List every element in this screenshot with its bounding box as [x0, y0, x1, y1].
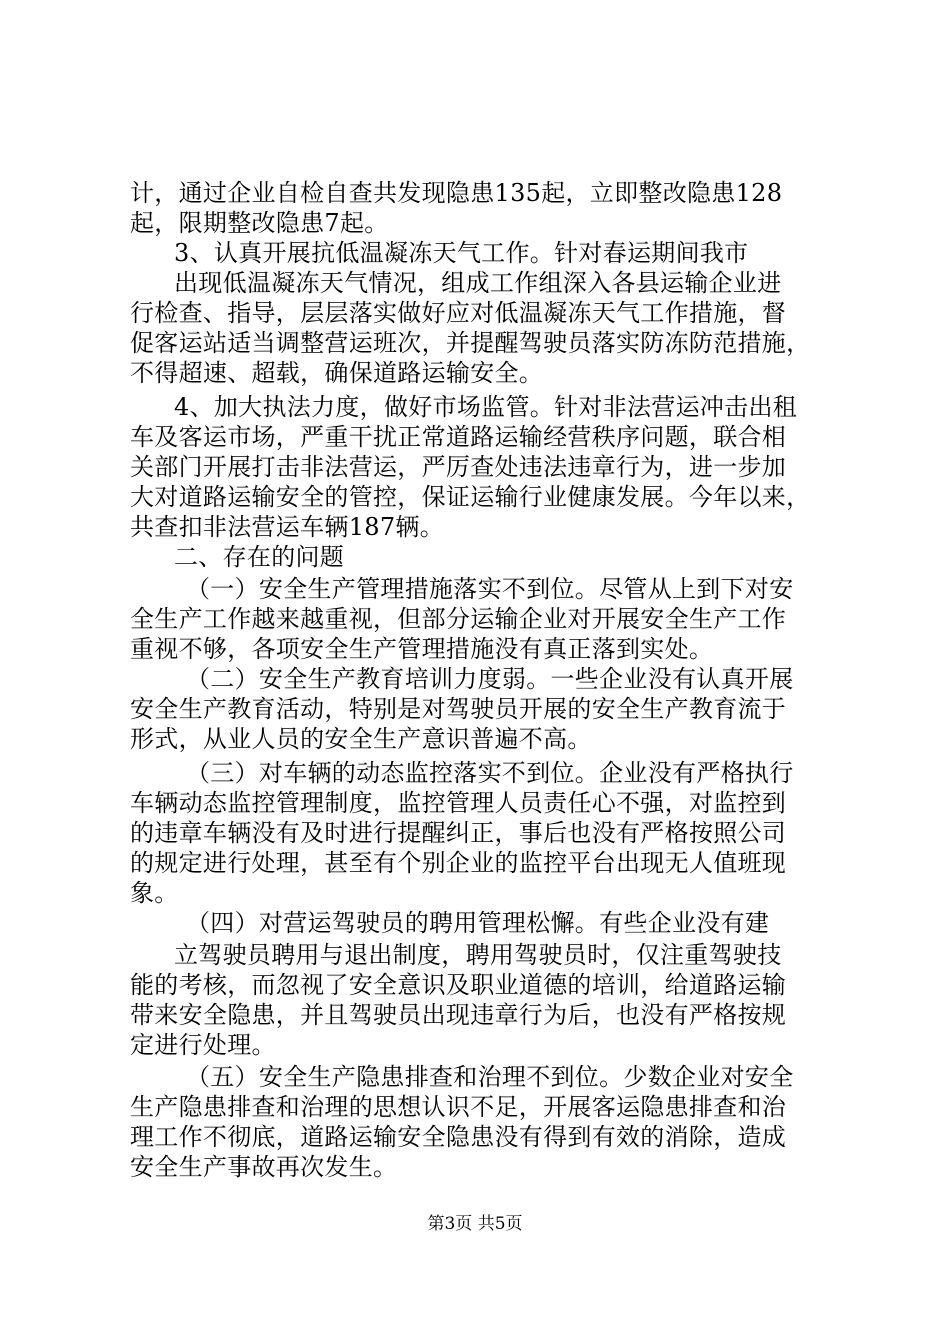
text-line: 大对道路运输安全的管控，保证运输行业健康发展。今年以来，	[130, 483, 811, 511]
text-line: 立驾驶员聘用与退出制度，聘用驾驶员时，仅注重驾驶技	[174, 941, 782, 969]
text-line: （一）安全生产管理措施落实不到位。尽管从上到下对安	[186, 575, 794, 603]
text-line: 全生产工作越来越重视，但部分运输企业对开展安全生产工作	[130, 605, 787, 633]
text-line: 不得超速、超载，确保道路运输安全。	[130, 359, 544, 387]
text-line: 安全生产事故再次发生。	[130, 1153, 398, 1181]
text-line: 促客运站适当调整营运班次，并提醒驾驶员落实防冻防范措施，	[130, 329, 811, 357]
text-line: （三）对车辆的动态监控落实不到位。企业没有严格执行	[186, 759, 794, 787]
text-line: 的规定进行处理，甚至有个别企业的监控平台出现无人值班现	[130, 849, 787, 877]
text-line: 能的考核，而忽视了安全意识及职业道德的培训，给道路运输	[130, 971, 787, 999]
text-line: 计，通过企业自检自查共发现隐患135起，立即整改隐患128	[130, 179, 783, 207]
section-heading: 二、存在的问题	[174, 543, 345, 571]
text-line: 共查扣非法营运车辆187辆。	[130, 513, 445, 541]
text-line: 4、加大执法力度，做好市场监管。针对非法营运冲击出租	[174, 393, 798, 421]
text-line: 理工作不彻底，道路运输安全隐患没有得到有效的消除，造成	[130, 1123, 787, 1151]
text-line: 带来安全隐患，并且驾驶员出现违章行为后，也没有严格按规	[130, 1001, 787, 1029]
text-line: （五）安全生产隐患排查和治理不到位。少数企业对安全	[186, 1063, 794, 1091]
text-line: 的违章车辆没有及时进行提醒纠正，事后也没有严格按照公司	[130, 819, 787, 847]
text-line: 3、认真开展抗低温凝冻天气工作。针对春运期间我市	[174, 239, 749, 267]
text-line: 关部门开展打击非法营运，严厉查处违法违章行为，进一步加	[130, 453, 787, 481]
text-line: 出现低温凝冻天气情况，组成工作组深入各县运输企业进	[174, 269, 782, 297]
text-line: 生产隐患排查和治理的思想认识不足，开展客运隐患排查和治	[130, 1093, 787, 1121]
text-line: （四）对营运驾驶员的聘用管理松懈。有些企业没有建	[186, 909, 770, 937]
text-line: 形式，从业人员的安全生产意识普遍不高。	[130, 725, 592, 753]
text-line: 重视不够，各项安全生产管理措施没有真正落到实处。	[130, 635, 714, 663]
text-line: （二）安全生产教育培训力度弱。一些企业没有认真开展	[186, 665, 794, 693]
text-line: 车及客运市场，严重干扰正常道路运输经营秩序问题，联合相	[130, 423, 787, 451]
text-line: 起，限期整改隐患7起。	[130, 209, 389, 237]
page-footer: 第3页 共5页	[427, 1214, 523, 1234]
text-line: 行检查、指导，层层落实做好应对低温凝冻天气工作措施，督	[130, 299, 787, 327]
text-line: 车辆动态监控管理制度，监控管理人员责任心不强，对监控到	[130, 789, 787, 817]
text-line: 象。	[130, 879, 179, 907]
text-line: 定进行处理。	[130, 1031, 276, 1059]
text-line: 安全生产教育活动，特别是对驾驶员开展的安全生产教育流于	[130, 695, 787, 723]
